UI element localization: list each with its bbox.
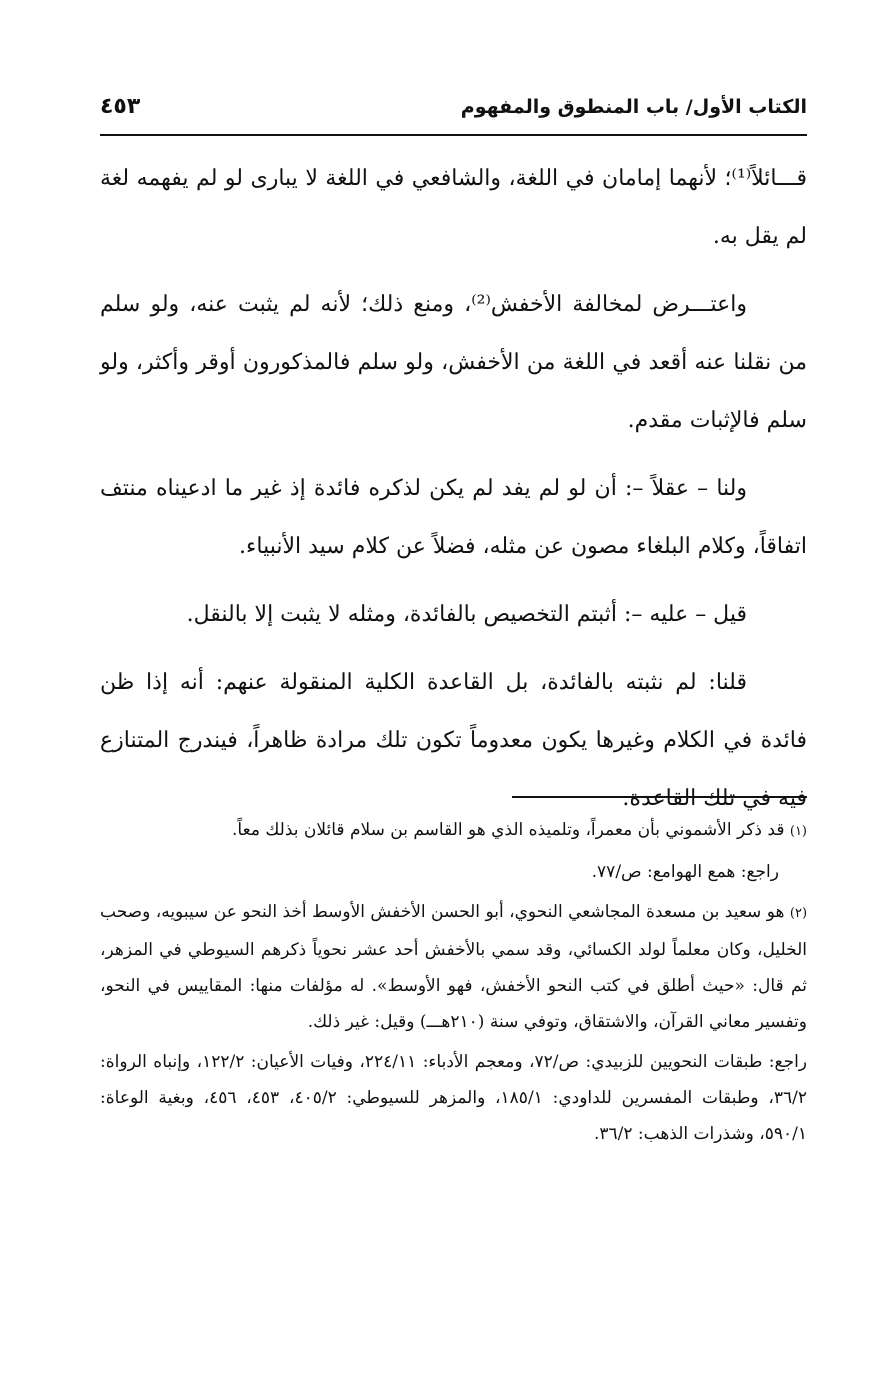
paragraph: قلنا: لم نثبته بالفائدة، بل القاعدة الكلية المنقولة عنهم: أنه إذا ظن فائدة في الكلام وغيرها يكون معدوماً تكون تلك مرادة ظاهراً، فيندرج المتنازع فيه في تلك القاعدة. (100, 670, 807, 811)
footnote-text: قد ذكر الأشموني بأن معمراً، وتلميذه الذي هو القاسم بن سلام قائلان بذلك معاً. (232, 820, 785, 840)
header-rule (100, 134, 807, 136)
footnote-separator (512, 796, 807, 798)
header-title: الكتاب الأول/ باب المنطوق والمفهوم (460, 96, 807, 118)
paragraph: قيل – عليه –: أثبتم التخصيص بالفائدة، ومثله لا يثبت إلا بالنقل. (186, 602, 747, 627)
footnote-number: (١) (789, 824, 807, 839)
main-text (100, 150, 807, 838)
paragraph: قـــائلاً⁽¹⁾؛ لأنهما إمامان في اللغة، والشافعي في اللغة لا يبارى لو لم يفهمه لغة لم يقل به. (100, 166, 807, 249)
page-number: ٤٥٣ (100, 94, 141, 119)
footnote-text: هو سعيد بن مسعدة المجاشعي النحوي، أبو الحسن الأخفش الأوسط أخذ النحو عن سيبويه، وصحب الخليل، وكان معلماً لولد الكسائي، وقد سمي بالأخفش أحد عشر نحوياً ذكرهم السيوطي في المزهر، ثم قال: «حيث أطلق في كتب النحو الأخفش، فهو الأوسط». له مؤلفات منها: المقاييس في النحو، وتفسير معاني القرآن، والاشتقاق، وتوفي سنة (٢١٠هـــ) وقيل: غير ذلك. (100, 902, 807, 1032)
paragraph: واعتـــرض لمخالفة الأخفش⁽²⁾، ومنع ذلك؛ لأنه لم يثبت عنه، ولو سلم من نقلنا عنه أقعد في اللغة من الأخفش، ولو سلم فالمذكورون أوقر وأكثر، ولو سلم فالإثبات مقدم. (100, 292, 807, 433)
footnote-2-reference: راجع: طبقات النحويين للزبيدي: ص/٧٢، ومعجم الأدباء: ٢٢٤/١١، وفيات الأعيان: ١٢٢/٢، وإنباه الرواة: ٣٦/٢، وطبقات المفسرين للداودي: ١٨٥/١، والمزهر للسيوطي: ٤٠٥/٢، ٤٥٣، ٤٥٦، وبغية الوعاة: ٥٩٠/١، وشذرات الذهب: ٣٦/٢. (100, 1052, 808, 1144)
running-header (100, 92, 807, 132)
footnote-1 (100, 812, 807, 850)
paragraph: ولنا – عقلاً –: أن لو لم يفد لم يكن لذكره فائدة إذ غير ما ادعيناه منتف اتفاقاً، وكلام البلغاء مصون عن مثله، فضلاً عن كلام سيد الأنبياء. (100, 476, 807, 559)
footnote-1-reference: راجع: همع الهوامع: ص/٧٧. (591, 862, 779, 882)
footnote-2 (100, 894, 807, 1040)
footnote-number: (٢) (789, 906, 808, 921)
footnotes (100, 812, 807, 1152)
